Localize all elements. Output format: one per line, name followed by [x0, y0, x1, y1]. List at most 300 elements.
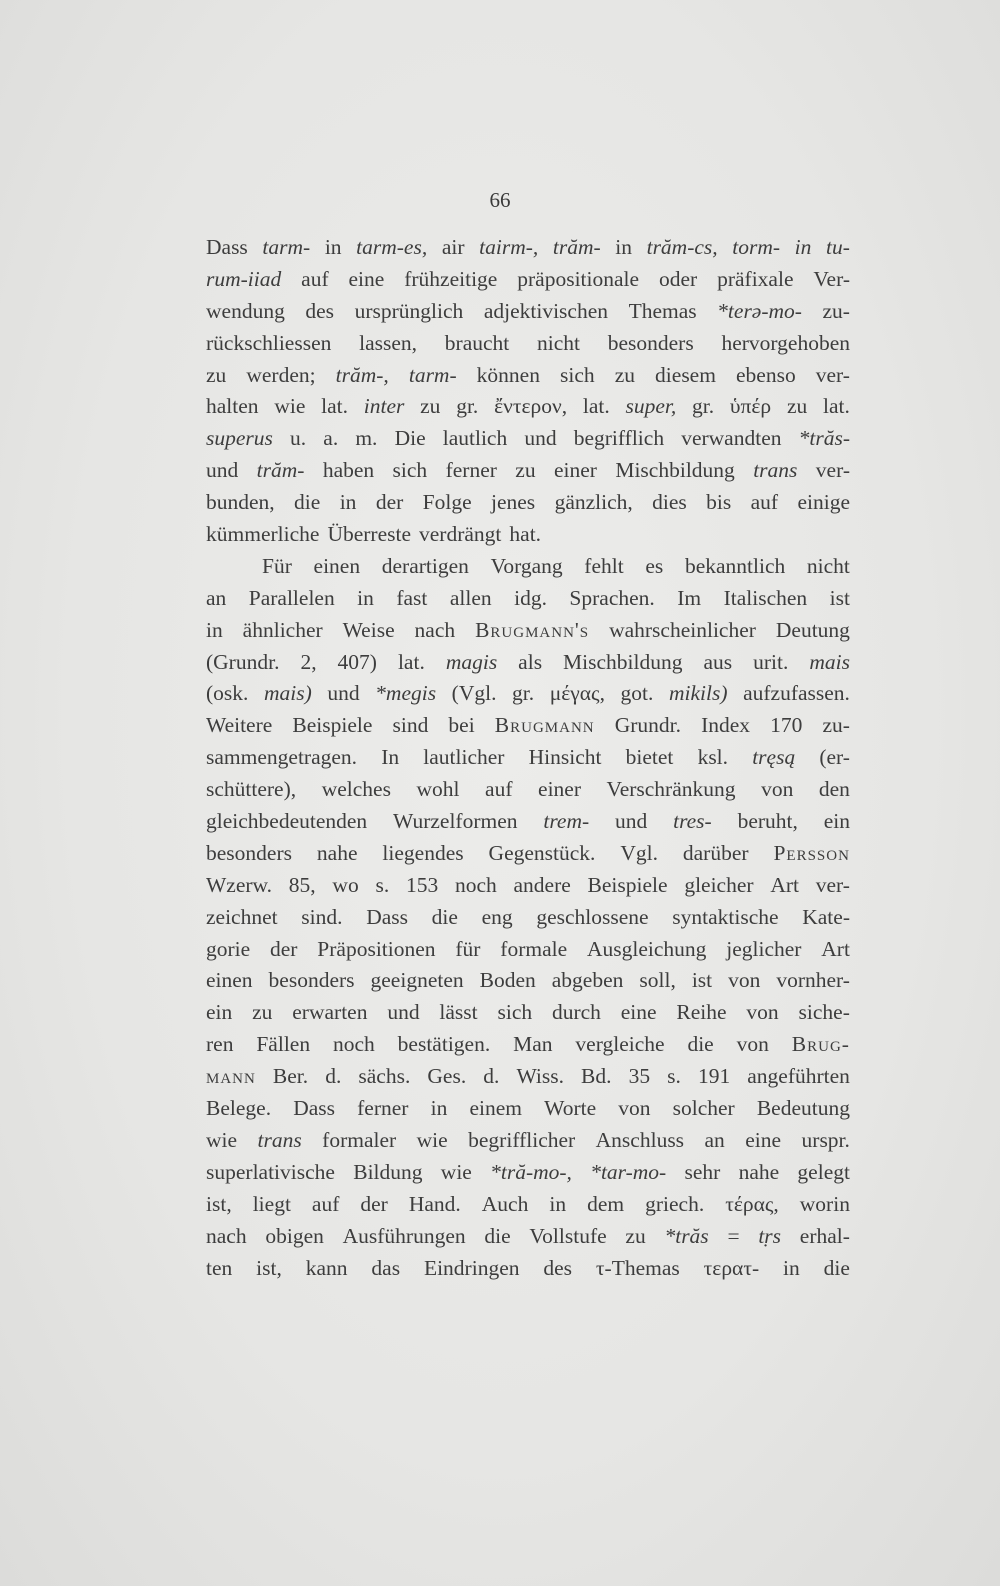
word: allen: [449, 585, 492, 610]
word: ver-: [815, 458, 850, 483]
word: *trăs-: [798, 426, 850, 451]
word: beruht,: [737, 809, 798, 834]
text-line: [206, 838, 850, 870]
word: Ber.: [272, 1064, 309, 1089]
text-line: [206, 1029, 850, 1061]
word: erhal-: [799, 1223, 850, 1248]
word: zu: [515, 458, 536, 483]
word: können: [476, 362, 540, 387]
word: lat.: [582, 394, 610, 419]
word: bei: [448, 713, 475, 738]
word: der: [360, 1191, 388, 1216]
word: urit.: [753, 649, 789, 674]
word: *terǝ-mo-: [717, 298, 802, 323]
word: Verschränkung: [606, 777, 736, 802]
word: Italischen: [723, 585, 808, 610]
word: nicht: [536, 330, 580, 355]
word: rückschliessen: [206, 330, 332, 355]
word: Hinsicht: [528, 745, 602, 770]
word: *trăs: [664, 1223, 709, 1248]
word: (osk.: [206, 681, 249, 706]
word: tarm-: [262, 235, 311, 259]
text-line: [206, 583, 850, 615]
word: got.: [620, 681, 654, 706]
word: Boden: [479, 968, 536, 993]
word: s.: [375, 872, 390, 897]
word: von: [736, 1032, 769, 1057]
word: 35: [628, 1064, 651, 1089]
text-line: [206, 328, 850, 360]
word: τερατ-: [703, 1255, 760, 1280]
word: und: [615, 809, 648, 834]
word: gleicher: [684, 872, 754, 897]
word: ebenso: [736, 362, 796, 387]
word: lautlich: [442, 426, 508, 451]
word: sich: [392, 458, 428, 483]
text-line: [206, 934, 850, 966]
word: tu-: [826, 235, 850, 259]
word: tṛs: [758, 1223, 782, 1248]
word: Mischbildung: [615, 458, 735, 483]
word: ferner: [445, 458, 497, 483]
word: präpositionale: [517, 266, 640, 291]
text-line: [206, 647, 850, 679]
word: Wiss.: [516, 1064, 564, 1089]
word: Ges.: [427, 1064, 467, 1089]
word: Anschluss: [595, 1127, 685, 1152]
word: eng: [481, 904, 513, 929]
word: noch: [454, 872, 497, 897]
word: zu: [786, 394, 808, 419]
page-number: 66: [489, 188, 511, 212]
word: dies: [652, 490, 687, 515]
word: von: [618, 1096, 651, 1121]
text-line: [206, 997, 850, 1029]
word: 407): [337, 649, 377, 674]
word: Die: [394, 426, 426, 451]
word: von: [761, 777, 794, 802]
word: Präpositionen: [317, 936, 436, 961]
word: zu: [614, 362, 635, 387]
word: ten: [206, 1255, 233, 1280]
text-line: [206, 551, 850, 583]
word: zu-: [822, 713, 850, 738]
word: soll,: [639, 968, 676, 993]
word: werden;: [246, 362, 316, 387]
word: Art: [821, 936, 850, 961]
word: ursprünglich: [354, 298, 464, 323]
word: solcher: [672, 1096, 735, 1121]
word: tres-: [673, 809, 712, 834]
word: bestätigen.: [397, 1032, 491, 1057]
text-line: [206, 902, 850, 934]
text-line: [206, 487, 850, 519]
word: Brugmann's: [475, 617, 590, 642]
word: eine: [620, 1000, 657, 1025]
word: in: [357, 585, 374, 610]
word: ver-: [815, 362, 850, 387]
word: Beispiele: [292, 713, 373, 738]
word: schüttere),: [206, 777, 297, 802]
word: Index: [701, 713, 751, 738]
word: Ausführungen: [342, 1223, 466, 1248]
word: Grundr.: [614, 713, 681, 738]
word: in: [794, 235, 812, 259]
text-line: [206, 391, 850, 423]
text-line: [206, 774, 850, 806]
word: trans: [753, 458, 798, 483]
word: des: [305, 298, 335, 323]
word: mann: [206, 1064, 256, 1089]
word: ein: [206, 1000, 233, 1025]
word: sind.: [301, 904, 343, 929]
word: ἔντερον,: [494, 394, 568, 419]
word: Im: [677, 585, 702, 610]
word: ver-: [815, 872, 850, 897]
word: Parallelen: [248, 585, 335, 610]
word: eine: [745, 1127, 782, 1152]
word: trăm-: [552, 235, 601, 259]
word: =: [727, 1223, 740, 1248]
word: lat.: [397, 649, 425, 674]
word: rum-iiad: [206, 266, 282, 291]
word: und: [387, 1000, 420, 1025]
word: nahe: [738, 1159, 780, 1184]
word: auf: [485, 777, 513, 802]
word: kümmerliche: [206, 522, 320, 547]
word: auf: [301, 266, 329, 291]
word: wie: [274, 394, 306, 419]
word: als: [518, 649, 543, 674]
word: 170: [770, 713, 803, 738]
word: ferner: [357, 1096, 409, 1121]
word: gleichbedeutenden: [206, 809, 368, 834]
word: Dass: [206, 235, 248, 259]
word: und: [206, 458, 239, 483]
word: ren: [206, 1032, 234, 1057]
text-line: [206, 1253, 850, 1285]
word: Vgl.: [620, 840, 658, 865]
word: in: [615, 235, 632, 259]
word: ist,: [256, 1255, 282, 1280]
word: syntaktische: [672, 904, 779, 929]
word: sind: [392, 713, 429, 738]
word: fehlt: [584, 553, 624, 578]
word: das: [371, 1255, 401, 1280]
word: ὑπέρ: [729, 394, 772, 419]
text-line: [206, 264, 850, 296]
word: d.: [483, 1064, 500, 1089]
word: haben: [322, 458, 375, 483]
word: besonders: [206, 840, 292, 865]
word: 2,: [300, 649, 317, 674]
word: verwandten: [681, 426, 782, 451]
word: Mischbildung: [563, 649, 683, 674]
word: sich: [497, 1000, 533, 1025]
word: Ausgleichung: [586, 936, 707, 961]
word: Worte: [544, 1096, 597, 1121]
word: dem: [587, 1191, 625, 1216]
text-line: [206, 360, 850, 392]
word: in: [324, 235, 342, 259]
word: des: [543, 1255, 573, 1280]
word: bekanntlich: [684, 553, 786, 578]
word: urspr.: [801, 1127, 850, 1152]
word: einer: [538, 777, 581, 802]
word: gr.: [512, 681, 535, 706]
word: derartigen: [381, 553, 469, 578]
word: auf: [750, 490, 779, 515]
text-line: [206, 965, 850, 997]
word: wohl: [416, 777, 460, 802]
word: die: [823, 1255, 850, 1280]
word: erwarten: [292, 1000, 368, 1025]
word: trăm-: [256, 458, 305, 483]
word: einige: [797, 490, 850, 515]
word: die: [431, 904, 458, 929]
word: s.: [667, 1064, 681, 1089]
word: zeichnet: [206, 904, 278, 929]
word: Vorgang: [490, 553, 563, 578]
word: geeigneten: [370, 968, 464, 993]
word: ähnlicher: [242, 617, 323, 642]
word: super,: [625, 394, 677, 419]
word: wie: [440, 1159, 472, 1184]
word: mais): [263, 681, 312, 706]
word: (er-: [819, 745, 850, 770]
word: Persson: [773, 840, 850, 865]
text-line: [206, 678, 850, 710]
word: zu: [206, 362, 227, 387]
word: in: [206, 617, 223, 642]
text-line: [206, 1093, 850, 1125]
word: aus: [703, 649, 733, 674]
word: Brugmann: [494, 713, 595, 738]
word: abgeben: [551, 968, 624, 993]
word: *tar-mo-: [590, 1159, 667, 1184]
word: a.: [323, 426, 339, 451]
word: den: [818, 777, 850, 802]
word: an: [206, 585, 227, 610]
text-line: [206, 455, 850, 487]
word: braucht: [444, 330, 510, 355]
word: in: [339, 490, 357, 515]
word: nicht: [806, 553, 850, 578]
word: lassen,: [359, 330, 418, 355]
word: eine: [348, 266, 385, 291]
text-line: [206, 742, 850, 774]
word: sehr: [684, 1159, 721, 1184]
word: tarm-: [408, 362, 457, 387]
word: die: [294, 490, 321, 515]
word: frühzeitige: [404, 266, 498, 291]
word: Hand.: [408, 1191, 461, 1216]
word: wahrscheinlicher: [609, 617, 756, 642]
word: präfixale: [717, 266, 794, 291]
word: Fällen: [256, 1032, 311, 1057]
word: wie: [416, 1127, 448, 1152]
word: Dass: [293, 1096, 336, 1121]
word: vergleiche: [575, 1032, 665, 1057]
word: besonders: [268, 968, 355, 993]
word: Überreste: [327, 522, 412, 547]
word: wie: [206, 1127, 238, 1152]
word: von: [728, 968, 761, 993]
word: es: [645, 553, 664, 578]
text-line: [206, 710, 850, 742]
word: nahe: [316, 840, 358, 865]
word: nach: [414, 617, 456, 642]
word: Brug-: [791, 1032, 850, 1057]
word: In: [381, 745, 400, 770]
word: *megis: [375, 681, 437, 706]
text-line: [206, 232, 850, 264]
word: aufzufassen.: [743, 681, 850, 706]
word: (Vgl.: [451, 681, 497, 706]
word: trem-: [543, 809, 590, 834]
word: Für: [262, 553, 292, 578]
word: Reihe: [676, 1000, 727, 1025]
word: von: [746, 1000, 779, 1025]
word: liegt: [252, 1191, 291, 1216]
word: griech.: [645, 1191, 705, 1216]
text-line: [206, 1189, 850, 1221]
word: wo: [332, 872, 359, 897]
word: an: [704, 1127, 725, 1152]
text-line: [206, 423, 850, 455]
word: wendung: [206, 298, 285, 323]
word: sich: [560, 362, 595, 387]
word: Kate-: [802, 904, 850, 929]
word: welches: [321, 777, 391, 802]
word: formale: [500, 936, 568, 961]
text-line: [206, 519, 850, 551]
word: bis: [706, 490, 732, 515]
word: superlativische: [206, 1159, 335, 1184]
word: *tră-mo-,: [490, 1159, 572, 1184]
word: ksl.: [697, 745, 729, 770]
word: Auch: [481, 1191, 529, 1216]
word: Weitere: [206, 713, 273, 738]
word: in: [430, 1096, 448, 1121]
word: Wzerw.: [206, 872, 273, 897]
word: und: [327, 681, 360, 706]
word: d.: [325, 1064, 342, 1089]
word: kann: [305, 1255, 348, 1280]
word: lässt: [439, 1000, 478, 1025]
word: für: [455, 936, 481, 961]
word: torm-: [732, 235, 781, 259]
word: darüber: [682, 840, 749, 865]
word: Sprachen.: [569, 585, 655, 610]
word: inter: [363, 394, 405, 419]
word: durch: [551, 1000, 601, 1025]
word: Bd.: [581, 1064, 612, 1089]
word: tarm-es,: [356, 235, 428, 259]
text-line: [206, 296, 850, 328]
word: Beispiele: [587, 872, 668, 897]
word: hat.: [509, 522, 542, 547]
word: lat.: [823, 394, 850, 419]
word: auf: [311, 1191, 340, 1216]
word: gr.: [692, 394, 715, 419]
text-line: [206, 1221, 850, 1253]
word: lautlicher: [423, 745, 505, 770]
word: ist,: [206, 1191, 232, 1216]
word: bietet: [625, 745, 674, 770]
word: zu: [625, 1223, 646, 1248]
word: trans: [257, 1127, 302, 1152]
word: gorie: [206, 936, 251, 961]
word: Art: [770, 872, 799, 897]
word: begrifflicher: [468, 1127, 576, 1152]
word: oder: [658, 266, 698, 291]
word: und: [524, 426, 557, 451]
word: ist: [691, 968, 713, 993]
word: τ-Themas: [595, 1255, 680, 1280]
word: m.: [355, 426, 378, 451]
word: mikils): [668, 681, 728, 706]
text-line: [206, 1157, 850, 1189]
word: angeführten: [747, 1064, 850, 1089]
word: Dass: [366, 904, 408, 929]
word: ein: [823, 809, 850, 834]
word: Themas: [628, 298, 697, 323]
word: siche-: [798, 1000, 850, 1025]
word: Bedeutung: [756, 1096, 850, 1121]
text-line: [206, 1125, 850, 1157]
word: worin: [799, 1191, 850, 1216]
word: fast: [396, 585, 428, 610]
word: 191: [697, 1064, 731, 1089]
word: geschlossene: [536, 904, 649, 929]
word: tręsą: [752, 745, 796, 770]
word: idg.: [514, 585, 547, 610]
word: andere: [513, 872, 571, 897]
word: superus: [206, 426, 273, 451]
word: Weise: [342, 617, 395, 642]
word: trăm-cs,: [646, 235, 718, 259]
word: Bildung: [353, 1159, 423, 1184]
word: einem: [469, 1096, 522, 1121]
word: (Grundr.: [206, 649, 280, 674]
word: in: [549, 1191, 567, 1216]
word: hervorgehoben: [721, 330, 850, 355]
word: Ver-: [813, 266, 850, 291]
word: einen: [206, 968, 253, 993]
word: adjektivischen: [483, 298, 609, 323]
word: Vollstufe: [529, 1223, 607, 1248]
word: diesem: [655, 362, 716, 387]
word: jenes: [491, 490, 536, 515]
word: 85,: [288, 872, 316, 897]
text-line: [206, 615, 850, 647]
word: bunden,: [206, 490, 275, 515]
word: nach: [206, 1223, 247, 1248]
word: zu: [420, 394, 441, 419]
word: 153: [405, 872, 439, 897]
word: u.: [290, 426, 307, 451]
word: Gegenstück.: [488, 840, 596, 865]
word: gr.: [456, 394, 479, 419]
word: mais: [809, 649, 850, 674]
word: magis: [445, 649, 498, 674]
word: einer: [553, 458, 597, 483]
body-text: [206, 232, 850, 1284]
word: ist: [829, 585, 850, 610]
text-line: [206, 806, 850, 838]
word: zu: [252, 1000, 273, 1025]
